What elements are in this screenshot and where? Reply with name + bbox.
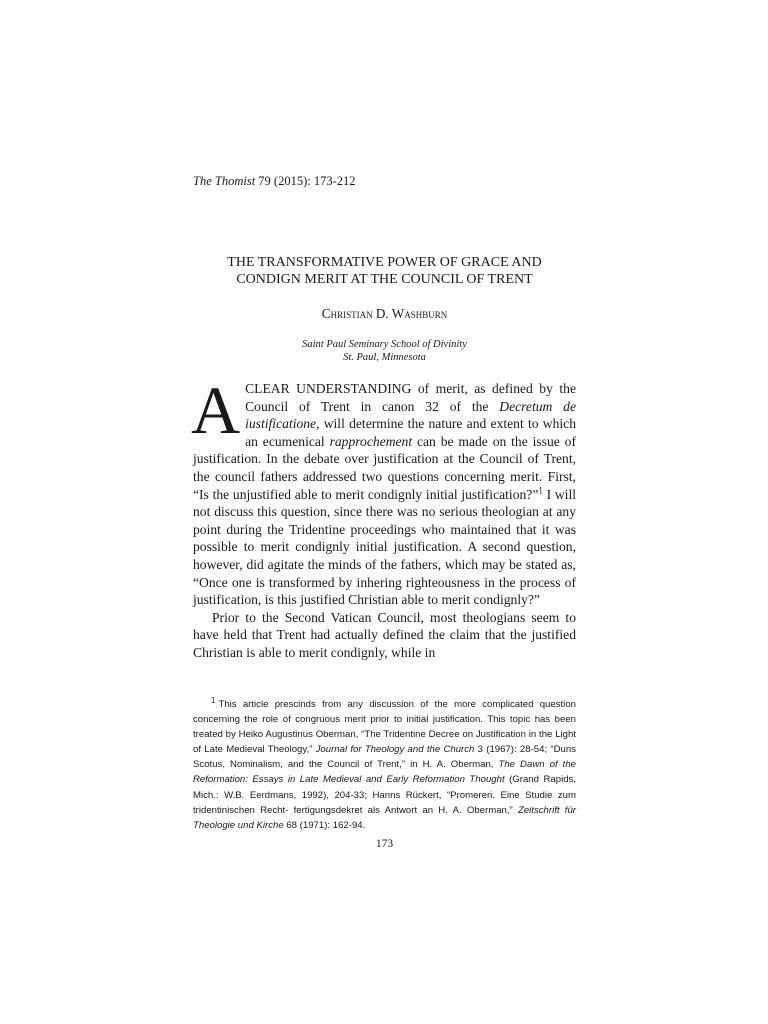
decree-title: Decretum de iustificatione [245,398,577,432]
footnote-journal-2: Zeitschrift für Theologie und Kirche [193,804,576,831]
page-number: 173 [375,838,394,850]
journal-volume-pages: 79 (2015): 173-212 [255,174,356,188]
title-line-2: CONDIGN MERIT AT THE COUNCIL OF TRENT [236,272,533,287]
footnote-journal-1: Journal for Theology and the Church [315,744,475,756]
paragraph-2: Prior to the Second Vatican Council, most theologians seem to have held that Trent had actually defined the claim that the justified Christian is able to merit condignly, while in [193,609,576,660]
footnote-1 [193,697,576,833]
paragraph-1-text-b: , will determine the nature and extent to which an ecumenical [245,416,576,449]
lead-in: CLEAR UNDERSTANDING [245,381,412,396]
author-affiliation [193,338,576,364]
affiliation-location: St. Paul, Minnesota [343,352,426,363]
footnote-text-d: 68 (1971): 162-94. [283,819,366,831]
paragraph-1-text-c: can be made on the issue of justification. In the debate over justification at the Council of Trent, the council fathers addressed two questions concerning merit. First, “Is the unjustified able to merit condignly initial justification?” [193,433,576,502]
footnote-reference[interactable]: 1 [538,485,543,496]
title-line-1: THE TRANSFORMATIVE POWER OF GRACE AND [227,255,542,270]
article-body [191,372,577,662]
footnote-text-c: (Grand Rapids, Mich.: W.B. Eerdmans, 1992), 204-33; Hanns Rückert, “Promereri. Eine Studie zum tridentinischen Recht- fertigungsdekret als Antwort an H. A. Oberman,” [193,774,576,816]
author-name: Christian D. Washburn [321,306,448,321]
footnote-text-b: 3 (1967): 28-54; “Duns Scotus, Nominalism, and the Council of Trent,” in H. A. Oberman, [193,744,576,771]
footnote-text-a: This article prescinds from any discussion of the more complicated question concerning the role of congruous merit prior to initial justification. This topic has been treated by Heiko Augustinus Oberman, “The Tridentine Decree on Justification in the Light of Late Medieval Theology,” [193,699,576,756]
drop-cap: A [191,372,241,448]
footnote-mark: 1 [211,695,216,705]
footnote-book-title: The Dawn of the Reformation: Essays in Late Medieval and Early Reformation Thought [193,759,576,786]
journal-citation [193,173,356,189]
affiliation-institution: Saint Paul Seminary School of Divinity [302,339,467,350]
paragraph-1-text-d: I will not discuss this question, since there was no serious theologian at any point during the Tridentine proceedings who maintained that it was possible to merit condignly initial justification. A second question, however, did agitate the minds of the fathers, which may be stated as, “Once one is transformed by inhering righteousness in the process of justification, is this justified Christian able to merit condignly?” [193,486,576,608]
article-title [193,254,576,288]
paragraph-1-text-a: of merit, as defined by the Council of Trent in canon 32 of the [245,381,576,414]
rapprochement-term: rapprochement [329,433,413,449]
paragraph-1 [191,372,577,609]
journal-name: The Thomist [193,174,256,188]
